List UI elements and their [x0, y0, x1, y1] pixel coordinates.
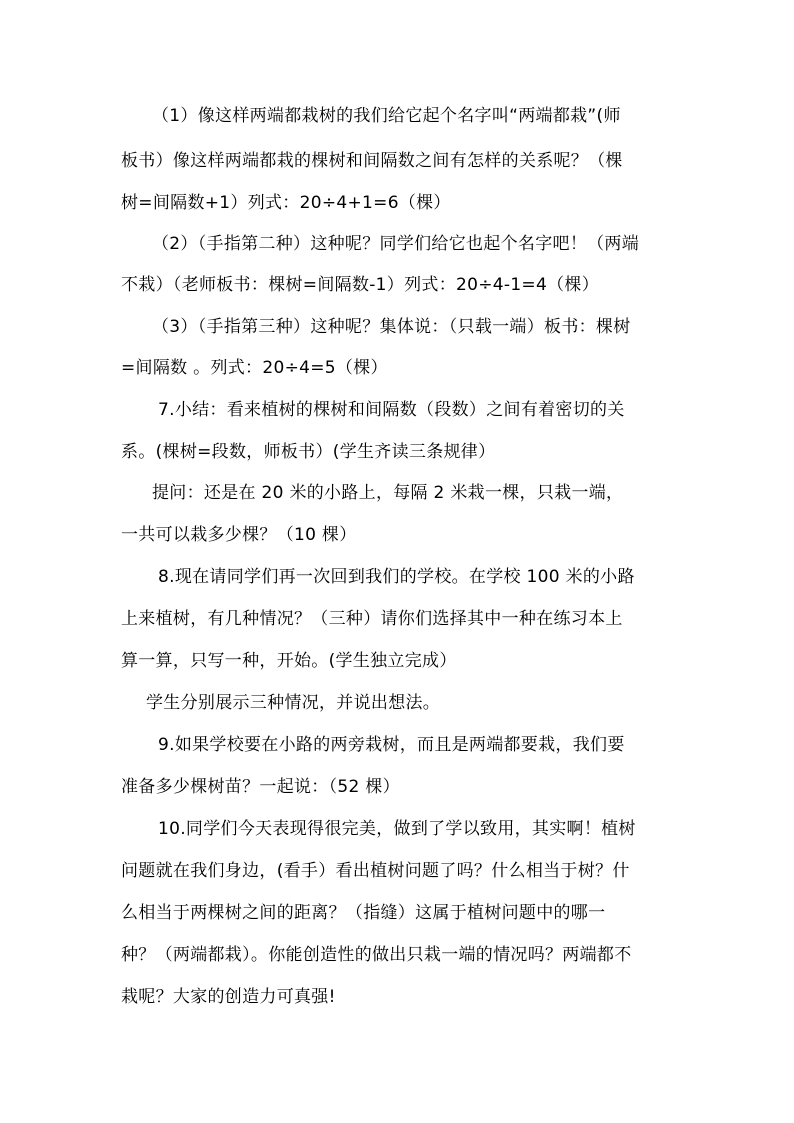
paragraph-line: 算一算，只写一种，开始。(学生独立完成）: [121, 651, 457, 671]
paragraph-line: 问题就在我们身边，(看手）看出植树问题了吗？什么相当于树？什: [121, 861, 630, 881]
paragraph-line: （1）像这样两端都栽树的我们给它起个名字叫“两端都栽”(师: [152, 106, 621, 126]
paragraph-line: 种？（两端都栽）。你能创造性的做出只栽一端的情况吗？两端都不: [121, 945, 632, 965]
paragraph-line: =间隔数 。列式：20÷4=5（棵）: [121, 358, 388, 378]
paragraph-line: 么相当于两棵树之间的距离？（指缝）这属于植树问题中的哪一: [121, 903, 606, 923]
paragraph-line: 板书）像这样两端都栽的棵树和间隔数之间有怎样的关系呢？（棵: [121, 151, 623, 171]
paragraph-line: 8.现在请同学们再一次回到我们的学校。在学校 100 米的小路: [158, 567, 635, 587]
paragraph-line: 不栽）（老师板书：棵树=间隔数-1）列式：20÷4-1=4（棵）: [121, 275, 599, 295]
paragraph-line: 树=间隔数+1）列式：20÷4+1=6（棵）: [121, 193, 451, 213]
paragraph-line: 准备多少棵树苗？一起说：（52 棵）: [121, 777, 400, 797]
paragraph-line: 提问：还是在 20 米的小路上，每隔 2 米栽一棵，只栽一端，: [152, 483, 624, 503]
paragraph-line: （3）（手指第三种）这种呢？集体说：（只载一端）板书：棵树: [152, 317, 631, 337]
paragraph-line: 学生分别展示三种情况，并说出想法。: [146, 693, 441, 713]
paragraph-line: 9.如果学校要在小路的两旁栽树，而且是两端都要栽，我们要: [158, 735, 625, 755]
paragraph-line: 上来植树，有几种情况？（三种）请你们选择其中一种在练习本上: [121, 609, 623, 629]
paragraph-line: 7.小结：看来植树的棵树和间隔数（段数）之间有着密切的关: [158, 400, 625, 420]
paragraph-line: 一共可以栽多少棵？（10 棵）: [121, 525, 357, 545]
paragraph-line: 栽呢？大家的创造力可真强!: [121, 987, 336, 1007]
paragraph-line: 系。(棵树=段数，师板书）(学生齐读三条规律）: [121, 442, 496, 462]
paragraph-line: （2）（手指第二种）这种呢？同学们给它也起个名字吧！（两端: [152, 234, 640, 254]
paragraph-line: 10.同学们今天表现得很完美，做到了学以致用，其实啊！植树: [158, 819, 636, 839]
